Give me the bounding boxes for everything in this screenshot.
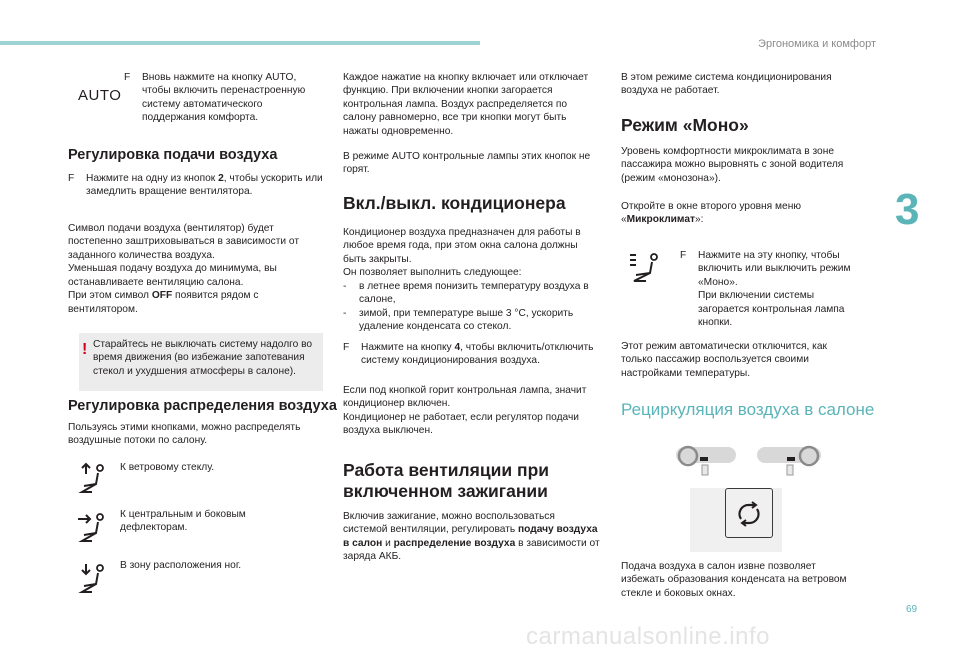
heading-ac-toggle: Вкл./выкл. кондиционера	[343, 193, 566, 213]
warning-text: Старайтесь не выключать систему надолго во время движения (во избежание запотевания стекол и ухудшения атмосферы в салоне).	[93, 339, 313, 377]
page-number: 69	[906, 604, 918, 615]
warning-icon: !	[82, 341, 88, 358]
distribution-text: Пользуясь этими кнопками, можно распределять воздушные потоки по салону.	[68, 422, 301, 447]
mono-p2: Откройте в окне второго уровня меню «Микроклимат»:	[621, 201, 801, 226]
section-title: Эргономика и комфорт	[758, 38, 876, 50]
heading-recirculation: Рециркуляция воздуха в салоне	[621, 400, 875, 419]
windshield-airflow-icon	[76, 462, 108, 496]
dist-feet-text: В зону расположения ног.	[120, 560, 242, 571]
bullet-marker: F	[343, 342, 350, 353]
supply-p2: Уменьшая подачу воздуха до минимума, вы останавливаете вентиляцию салона.	[68, 263, 277, 288]
supply-p3: При этом символ OFF появится рядом с вентилятором.	[68, 290, 259, 315]
ac-off-mode-text: В этом режиме система кондиционирования воздуха не работает.	[621, 72, 832, 97]
ac-bullet	[343, 341, 600, 368]
recirculation-icon	[735, 501, 763, 527]
heading-ventilation-ignition: Работа вентиляции при включенном зажигании	[343, 460, 550, 501]
heading-air-distribution: Регулировка распределения воздуха	[68, 398, 337, 414]
supply-bullet-text: Нажмите на одну из кнопок 2, чтобы ускорить или замедлить вращение вентилятора.	[86, 173, 323, 198]
supply-p1: Символ подачи воздуха (вентилятор) будет постепенно заштриховываться в зависимости от заданного количества воздуха.	[68, 223, 300, 261]
dashboard-right-icon	[757, 445, 821, 477]
recirculation-text: Подача воздуха в салон извне позволяет избежать образования конденсата на ветровом стекле и боковых окнах.	[621, 561, 847, 599]
center-vents-airflow-icon	[76, 511, 108, 545]
bullet-marker: F	[68, 173, 75, 184]
header-accent-bar	[0, 41, 480, 45]
ac-dash2: зимой, при температуре выше 3 °C, ускорить удаление конденсата со стекол.	[359, 307, 574, 333]
ac-p4: Кондиционер не работает, если регулятор подачи воздуха выключен.	[343, 411, 579, 437]
auto-text: Вновь нажмите на кнопку AUTO, чтобы включить перенастроенную систему автоматического поддержания комфорта.	[142, 72, 306, 124]
ac-dash1: в летнее время понизить температуру воздуха в салоне,	[359, 280, 589, 306]
dashboard-left-icon	[676, 445, 736, 477]
supply-bullet	[68, 172, 323, 199]
warning-box	[79, 333, 323, 391]
auto-icon: AUTO	[78, 87, 122, 104]
dash-marker: -	[343, 280, 347, 292]
bullet-marker: F	[124, 72, 131, 83]
mono-bullet-lamp-text: При включении системы загорается контрольная лампа кнопки.	[698, 290, 845, 329]
bullet-marker: F	[680, 250, 687, 261]
footer-watermark: carmanualsonline.info	[526, 623, 770, 649]
ac-body	[343, 226, 600, 334]
footwell-airflow-icon	[76, 562, 108, 596]
ac-p2: Он позволяет выполнить следующее:	[343, 267, 522, 279]
vent-text: Включив зажигание, можно воспользоваться системой вентиляции, регулировать подачу воздуха в салон и распределение воздуха в зависимости от заряда АКБ.	[343, 511, 600, 563]
supply-body	[68, 222, 323, 316]
auto-bullet	[124, 71, 324, 125]
mono-mode-icon	[624, 251, 664, 285]
heading-mono-mode: Режим «Моно»	[621, 115, 749, 135]
dist-center-text: К центральным и боковым дефлекторам.	[120, 509, 246, 534]
mono-bullet	[680, 249, 860, 330]
dash-marker: -	[343, 307, 347, 319]
ac-p3: Если под кнопкой горит контрольная лампа, значит кондиционер включен.	[343, 385, 587, 410]
buttons-toggle-text: Каждое нажатие на кнопку включает или отключает функцию. При включении кнопки загорается контрольная лампа. Воздух распределяется по салону равномерно, все три кнопки могут быть нажаты одновременно.	[343, 72, 589, 137]
mono-p3: Этот режим автоматически отключится, как только пассажир воспользуется своими настройками температуры.	[621, 341, 827, 379]
ac-p1: Кондиционер воздуха предназначен для работы в любое время года, при этом окна салона должны быть закрыты.	[343, 227, 581, 265]
heading-air-supply: Регулировка подачи воздуха	[68, 147, 278, 163]
chapter-number: 3	[895, 185, 920, 234]
ac-status	[343, 384, 600, 438]
auto-lamps-text: В режиме AUTO контрольные лампы этих кнопок не горят.	[343, 151, 591, 176]
mono-p1: Уровень комфортности микроклимата в зоне пассажира можно выровнять с зоной водителя (режим «монозона»).	[621, 146, 844, 184]
ac-bullet-text: Нажмите на кнопку 4, чтобы включить/отключить систему кондиционирования воздуха.	[361, 342, 594, 367]
dist-windshield-text: К ветровому стеклу.	[120, 462, 215, 473]
mono-bullet-text: Нажмите на эту кнопку, чтобы включить или выключить режим «Моно».	[698, 250, 851, 288]
